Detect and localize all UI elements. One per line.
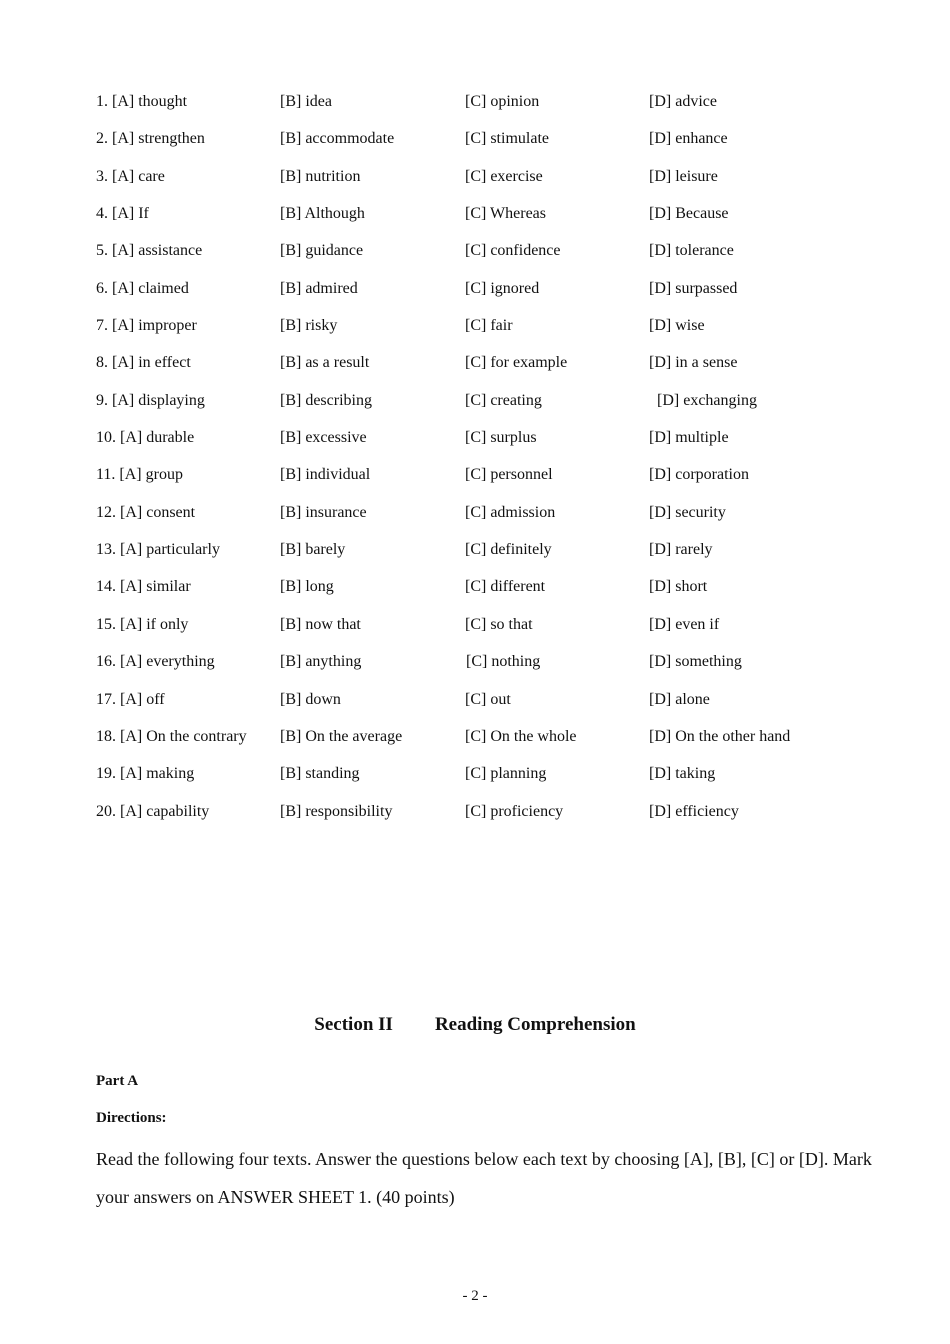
option-d: [D] exchanging — [657, 391, 757, 409]
option-row-8 — [96, 351, 876, 388]
option-d: [D] Because — [649, 205, 729, 223]
option-b: [B] nutrition — [280, 167, 361, 185]
answer-options-list — [96, 90, 876, 837]
option-d: [D] advice — [649, 93, 717, 110]
option-c: [C] creating — [465, 391, 542, 409]
option-row-5 — [96, 239, 876, 276]
option-a: 7. [A] improper — [96, 317, 197, 335]
option-row-13 — [96, 538, 876, 575]
option-d: [D] in a sense — [649, 354, 738, 372]
option-b: [B] accommodate — [280, 130, 395, 148]
option-b: [B] On the average — [280, 727, 403, 745]
option-row-3 — [96, 165, 876, 202]
option-a: 10. [A] durable — [96, 429, 195, 447]
option-a: 18. [A] On the contrary — [96, 727, 247, 745]
option-d: [D] tolerance — [649, 242, 734, 260]
option-a: 4. [A] If — [96, 205, 149, 223]
option-row-9 — [96, 389, 876, 426]
option-a: 17. [A] off — [96, 690, 165, 708]
option-b: [B] barely — [280, 541, 346, 559]
option-row-11 — [96, 463, 876, 500]
option-b: [B] anything — [280, 653, 362, 671]
option-d: [D] taking — [649, 765, 716, 783]
section-heading — [0, 1011, 950, 1039]
option-row-17 — [96, 688, 876, 725]
option-c: [C] ignored — [465, 279, 540, 297]
option-row-4 — [96, 202, 876, 239]
option-c: [C] proficiency — [465, 802, 564, 820]
option-a: 14. [A] similar — [96, 578, 191, 596]
option-a: 3. [A] care — [96, 167, 165, 185]
option-c: [C] different — [465, 578, 546, 596]
option-row-18 — [96, 725, 876, 762]
directions-label: Directions: — [96, 1110, 167, 1126]
option-row-19 — [96, 762, 876, 799]
option-d: [D] security — [649, 503, 726, 521]
option-a: 20. [A] capability — [96, 802, 210, 820]
option-d: [D] enhance — [649, 130, 728, 148]
option-b: [B] idea — [280, 93, 332, 110]
option-d: [D] something — [649, 653, 742, 671]
option-row-1 — [96, 90, 876, 127]
option-c: [C] exercise — [465, 167, 543, 185]
option-c: [C] confidence — [465, 242, 561, 260]
option-d: [D] surpassed — [649, 279, 738, 297]
option-b: [B] risky — [280, 317, 338, 335]
option-row-20 — [96, 800, 876, 837]
section-title: Reading Comprehension — [434, 1014, 636, 1035]
option-c: [C] for example — [465, 354, 568, 372]
option-b: [B] Although — [280, 205, 365, 223]
option-b: [B] insurance — [280, 503, 367, 521]
option-row-6 — [96, 277, 876, 314]
option-c: [C] nothing — [466, 653, 541, 671]
part-label: Part A — [96, 1073, 139, 1089]
option-a: 13. [A] particularly — [96, 541, 220, 559]
option-c: [C] admission — [465, 503, 556, 521]
option-row-10 — [96, 426, 876, 463]
option-b: [B] excessive — [280, 429, 367, 447]
option-d: [D] efficiency — [649, 802, 739, 820]
option-b: [B] standing — [280, 765, 360, 783]
option-c: [C] fair — [465, 317, 513, 335]
option-b: [B] describing — [280, 391, 372, 409]
option-d: [D] corporation — [649, 466, 749, 484]
option-c: [C] out — [465, 690, 511, 708]
option-c: [C] Whereas — [465, 205, 546, 223]
option-b: [B] now that — [280, 615, 361, 633]
option-c: [C] opinion — [465, 93, 540, 110]
option-row-2 — [96, 127, 876, 164]
option-b: [B] responsibility — [280, 802, 393, 820]
option-row-7 — [96, 314, 876, 351]
option-a: 15. [A] if only — [96, 615, 189, 633]
option-d: [D] alone — [649, 690, 710, 708]
option-d: [D] rarely — [649, 541, 713, 559]
option-a: 9. [A] displaying — [96, 391, 205, 409]
option-b: [B] long — [280, 578, 334, 596]
option-a: 1. [A] thought — [96, 93, 188, 110]
option-a: 2. [A] strengthen — [96, 130, 205, 148]
option-row-15 — [96, 613, 876, 650]
option-a: 19. [A] making — [96, 765, 195, 783]
option-a: 8. [A] in effect — [96, 354, 191, 372]
option-a: 11. [A] group — [96, 466, 183, 484]
option-b: [B] down — [280, 690, 341, 708]
option-b: [B] as a result — [280, 354, 370, 372]
option-d: [D] even if — [649, 615, 720, 633]
option-row-14 — [96, 575, 876, 612]
option-b: [B] guidance — [280, 242, 364, 260]
option-a: 12. [A] consent — [96, 503, 196, 521]
option-b: [B] admired — [280, 279, 358, 297]
option-a: 6. [A] claimed — [96, 279, 189, 297]
option-c: [C] personnel — [465, 466, 553, 484]
option-c: [C] On the whole — [465, 727, 577, 745]
option-row-12 — [96, 501, 876, 538]
option-row-16 — [96, 650, 876, 687]
option-a: 5. [A] assistance — [96, 242, 203, 260]
option-d: [D] On the other hand — [649, 727, 791, 745]
option-b: [B] individual — [280, 466, 371, 484]
option-c: [C] planning — [465, 765, 547, 783]
page-number: - 2 - — [462, 1288, 488, 1304]
directions-text: Read the following four texts. Answer the questions below each text by choosing [A], [B], [C] or [D]. Mark your answers on ANSWER SHEET 1. (40 points) — [96, 1149, 872, 1207]
option-d: [D] short — [649, 578, 708, 596]
section-number: Section II — [314, 1014, 393, 1035]
option-a: 16. [A] everything — [96, 653, 215, 671]
option-c: [C] surplus — [465, 429, 537, 447]
option-d: [D] multiple — [649, 429, 729, 447]
option-d: [D] wise — [649, 317, 705, 335]
option-c: [C] so that — [465, 615, 533, 633]
option-d: [D] leisure — [649, 167, 718, 185]
option-c: [C] definitely — [465, 541, 552, 559]
option-c: [C] stimulate — [465, 130, 549, 148]
